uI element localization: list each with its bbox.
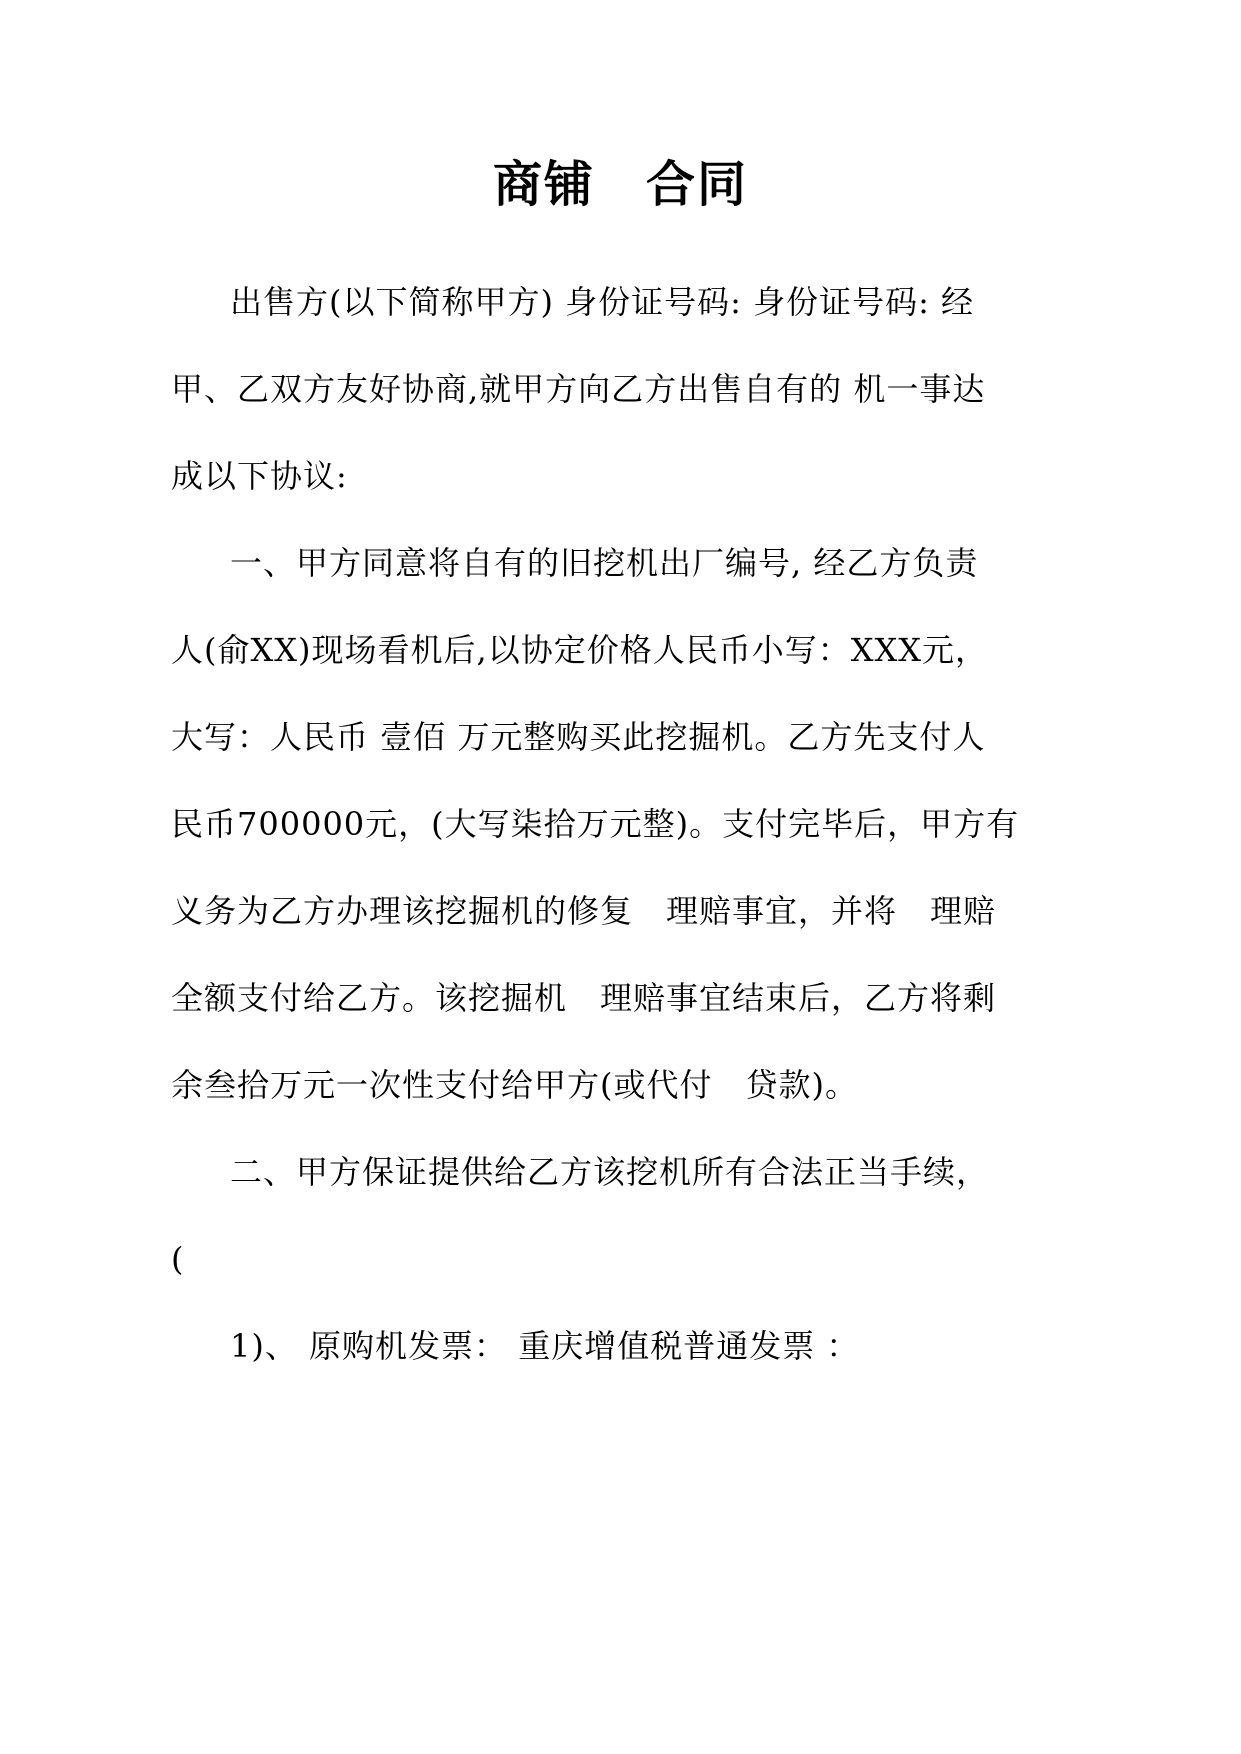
- paragraph-line: (: [171, 1240, 185, 1278]
- paragraph-line: 出售方(以下简称甲方) 身份证号码: 身份证号码: 经: [230, 283, 975, 321]
- paragraph-line: 义务为乙方办理该挖掘机的修复 理赔事宜，并将 理赔: [171, 892, 997, 930]
- list-item-line: 1)、 原购机发票： 重庆增值税普通发票 ：: [230, 1327, 860, 1365]
- paragraph-line: 余叁拾万元一次性支付给甲方(或代付 贷款)。: [171, 1066, 858, 1104]
- paragraph-line: 人(俞XX)现场看机后,以协定价格人民币小写：XXX元，: [171, 631, 989, 669]
- paragraph-line: 成以下协议:: [171, 457, 348, 495]
- paragraph-line: 民币700000元，(大写柒拾万元整)。支付完毕后，甲方有: [171, 805, 1020, 843]
- paragraph-line: 大写：人民币 壹佰 万元整购买此挖掘机。乙方先支付人: [171, 718, 986, 756]
- paragraph-line: 全额支付给乙方。该挖掘机 理赔事宜结束后，乙方将剩: [171, 979, 997, 1017]
- paragraph-line: 甲、乙双方友好协商,就甲方向乙方出售自有的 机一事达: [171, 370, 986, 408]
- paragraph-line: 二、甲方保证提供给乙方该挖机所有合法正当手续，: [230, 1153, 990, 1191]
- document-title: 商铺 合同: [492, 156, 748, 213]
- paragraph-line: 一、甲方同意将自有的旧挖机出厂编号, 经乙方负责: [230, 544, 979, 582]
